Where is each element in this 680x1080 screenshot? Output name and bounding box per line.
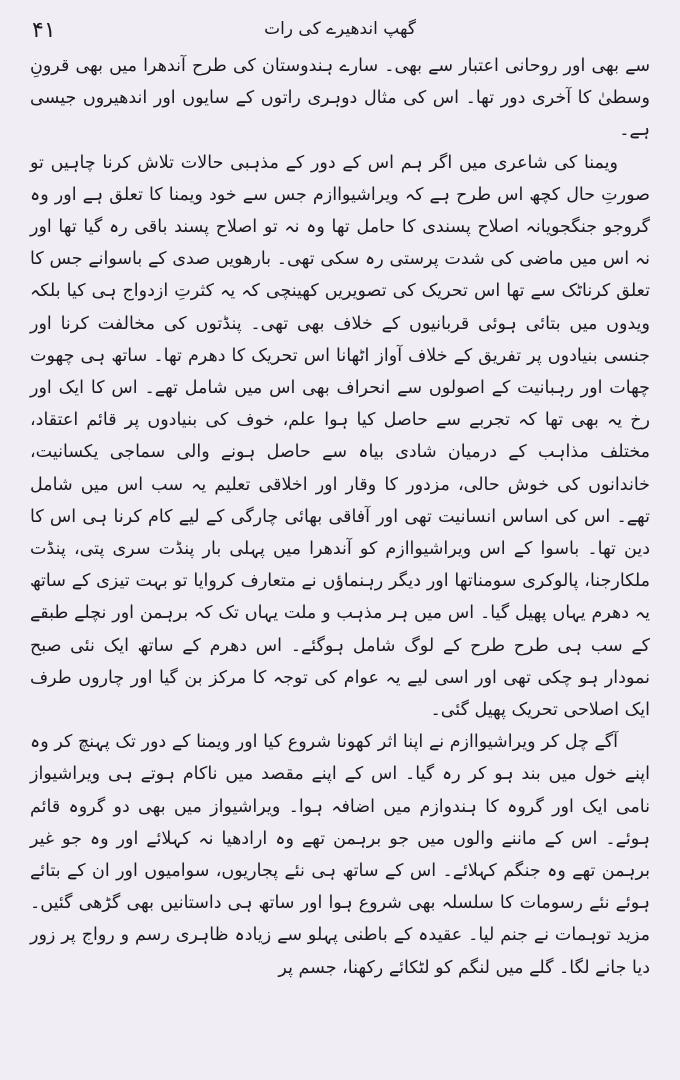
running-title: گھپ اندھیرے کی رات (264, 19, 416, 39)
page-header (30, 14, 650, 50)
page-number: ۴۱ (32, 18, 56, 43)
paragraph: آگے چل کر ویراشیواازم نے اپنا اثر کھونا شروع کیا اور ویمنا کے دور تک پہنچ کر وہ اپنے خول میں بند ہو کر رہ گیا۔ اس کے اپنے مقصد میں ناکام ہوتے ہی ویراشیواز نامی ایک اور گروہ کا ہندوازم میں اضافہ ہوا۔ ویراشیواز میں بھی دو گروہ قائم ہوئے۔ اس کے ماننے والوں میں جو برہمن تھے وہ ارادھیا نہ کہلائے اور وہ جو غیر برہمن تھے وہ جنگم کہلائے۔ اس کے ساتھ ہی نئے پجاریوں، سوامیوں اور ان کے بتائے ہوئے نئے رسومات کا سلسلہ بھی شروع ہوا اور ساتھ ہی داستانیں بھی گڑھی گئیں۔ مزید توہمات نے جنم لیا۔ عقیدہ کے باطنی پہلو سے زیادہ ظاہری رسم و رواج پر زور دیا جانے لگا۔ گلے میں لنگم کو لٹکائے رکھنا، جسم پر (30, 732, 650, 978)
paragraph: ویمنا کی شاعری میں اگر ہم اس کے دور کے مذہبی حالات تلاش کرنا چاہیں تو صورتِ حال کچھ اس طرح ہے کہ ویراشیواازم جس سے خود ویمنا کا تعلق ہے اور وہ گروجو جنگجویانہ اصلاح پسندی کا حامل تھا وہ نہ تو اصلاح پسند باقی رہ گیا تھا اور نہ اس میں ماضی کی شدت پرستی رہ سکی تھی۔ بارھویں صدی کے باسوانے جس کا تعلق کرناٹک سے تھا اس تحریک کی تصویریں کھینچی کہ یہ کثرتِ ازدواج ہی کیا بلکہ ویدوں میں بتائی ہوئی قربانیوں کے خلاف بھی تھی۔ پنڈتوں کی مخالفت کرنا اور جنسی بنیادوں پر تفریق کے خلاف آواز اٹھانا اس تحریک کا دھرم تھا۔ ساتھ ہی چھوت چھات اور رہبانیت کے اصولوں سے انحراف بھی اس میں شامل تھے۔ اس کا ایک اور رخ یہ بھی تھا کہ تجربے سے حاصل کیا ہوا علم، خوف کی بنیادوں پر قائم اعتقاد، مختلف مذاہب کے درمیان شادی بیاہ سے حاصل ہونے والی سماجی یکسانیت، خاندانوں کی خوش حالی، مزدور کا وقار اور اخلاقی تعلیم یہ سب اس میں شامل تھے۔ اس کی اساس انسانیت تھی اور آفاقی بھائی چارگی کے لیے کام کرنا ہی اس کا دین تھا۔ باسوا کے اس ویراشیواازم کو آندھرا میں پہلی بار پنڈت سری پتی، پنڈت ملکارجنا، پالوکری سومناتھا اور دیگر رہنماؤں نے متعارف کروایا تو بہت تیزی کے ساتھ یہ دھرم یہاں پھیل گیا۔ اس میں ہر مذہب و ملت یہاں تک کہ برہمن اور نچلے طبقے کے سب ہی طرح طرح کے لوگ شامل ہوگئے۔ اس دھرم کے ساتھ ایک نئی صبح نمودار ہو چکی تھی اور اسی لیے یہ عوام کی توجہ کا مرکز بن گیا اور چاروں طرف ایک اصلاحی تحریک پھیل گئی۔ (30, 152, 650, 721)
page-body (30, 50, 650, 984)
paragraph: سے بھی اور روحانی اعتبار سے بھی۔ سارے ہندوستان کی طرح آندھرا میں بھی قرونِ وسطیٰ کا آخری دور تھا۔ اس کی مثال دوہری راتوں کے سایوں اور اندھیروں جیسی ہے۔ (30, 56, 650, 141)
